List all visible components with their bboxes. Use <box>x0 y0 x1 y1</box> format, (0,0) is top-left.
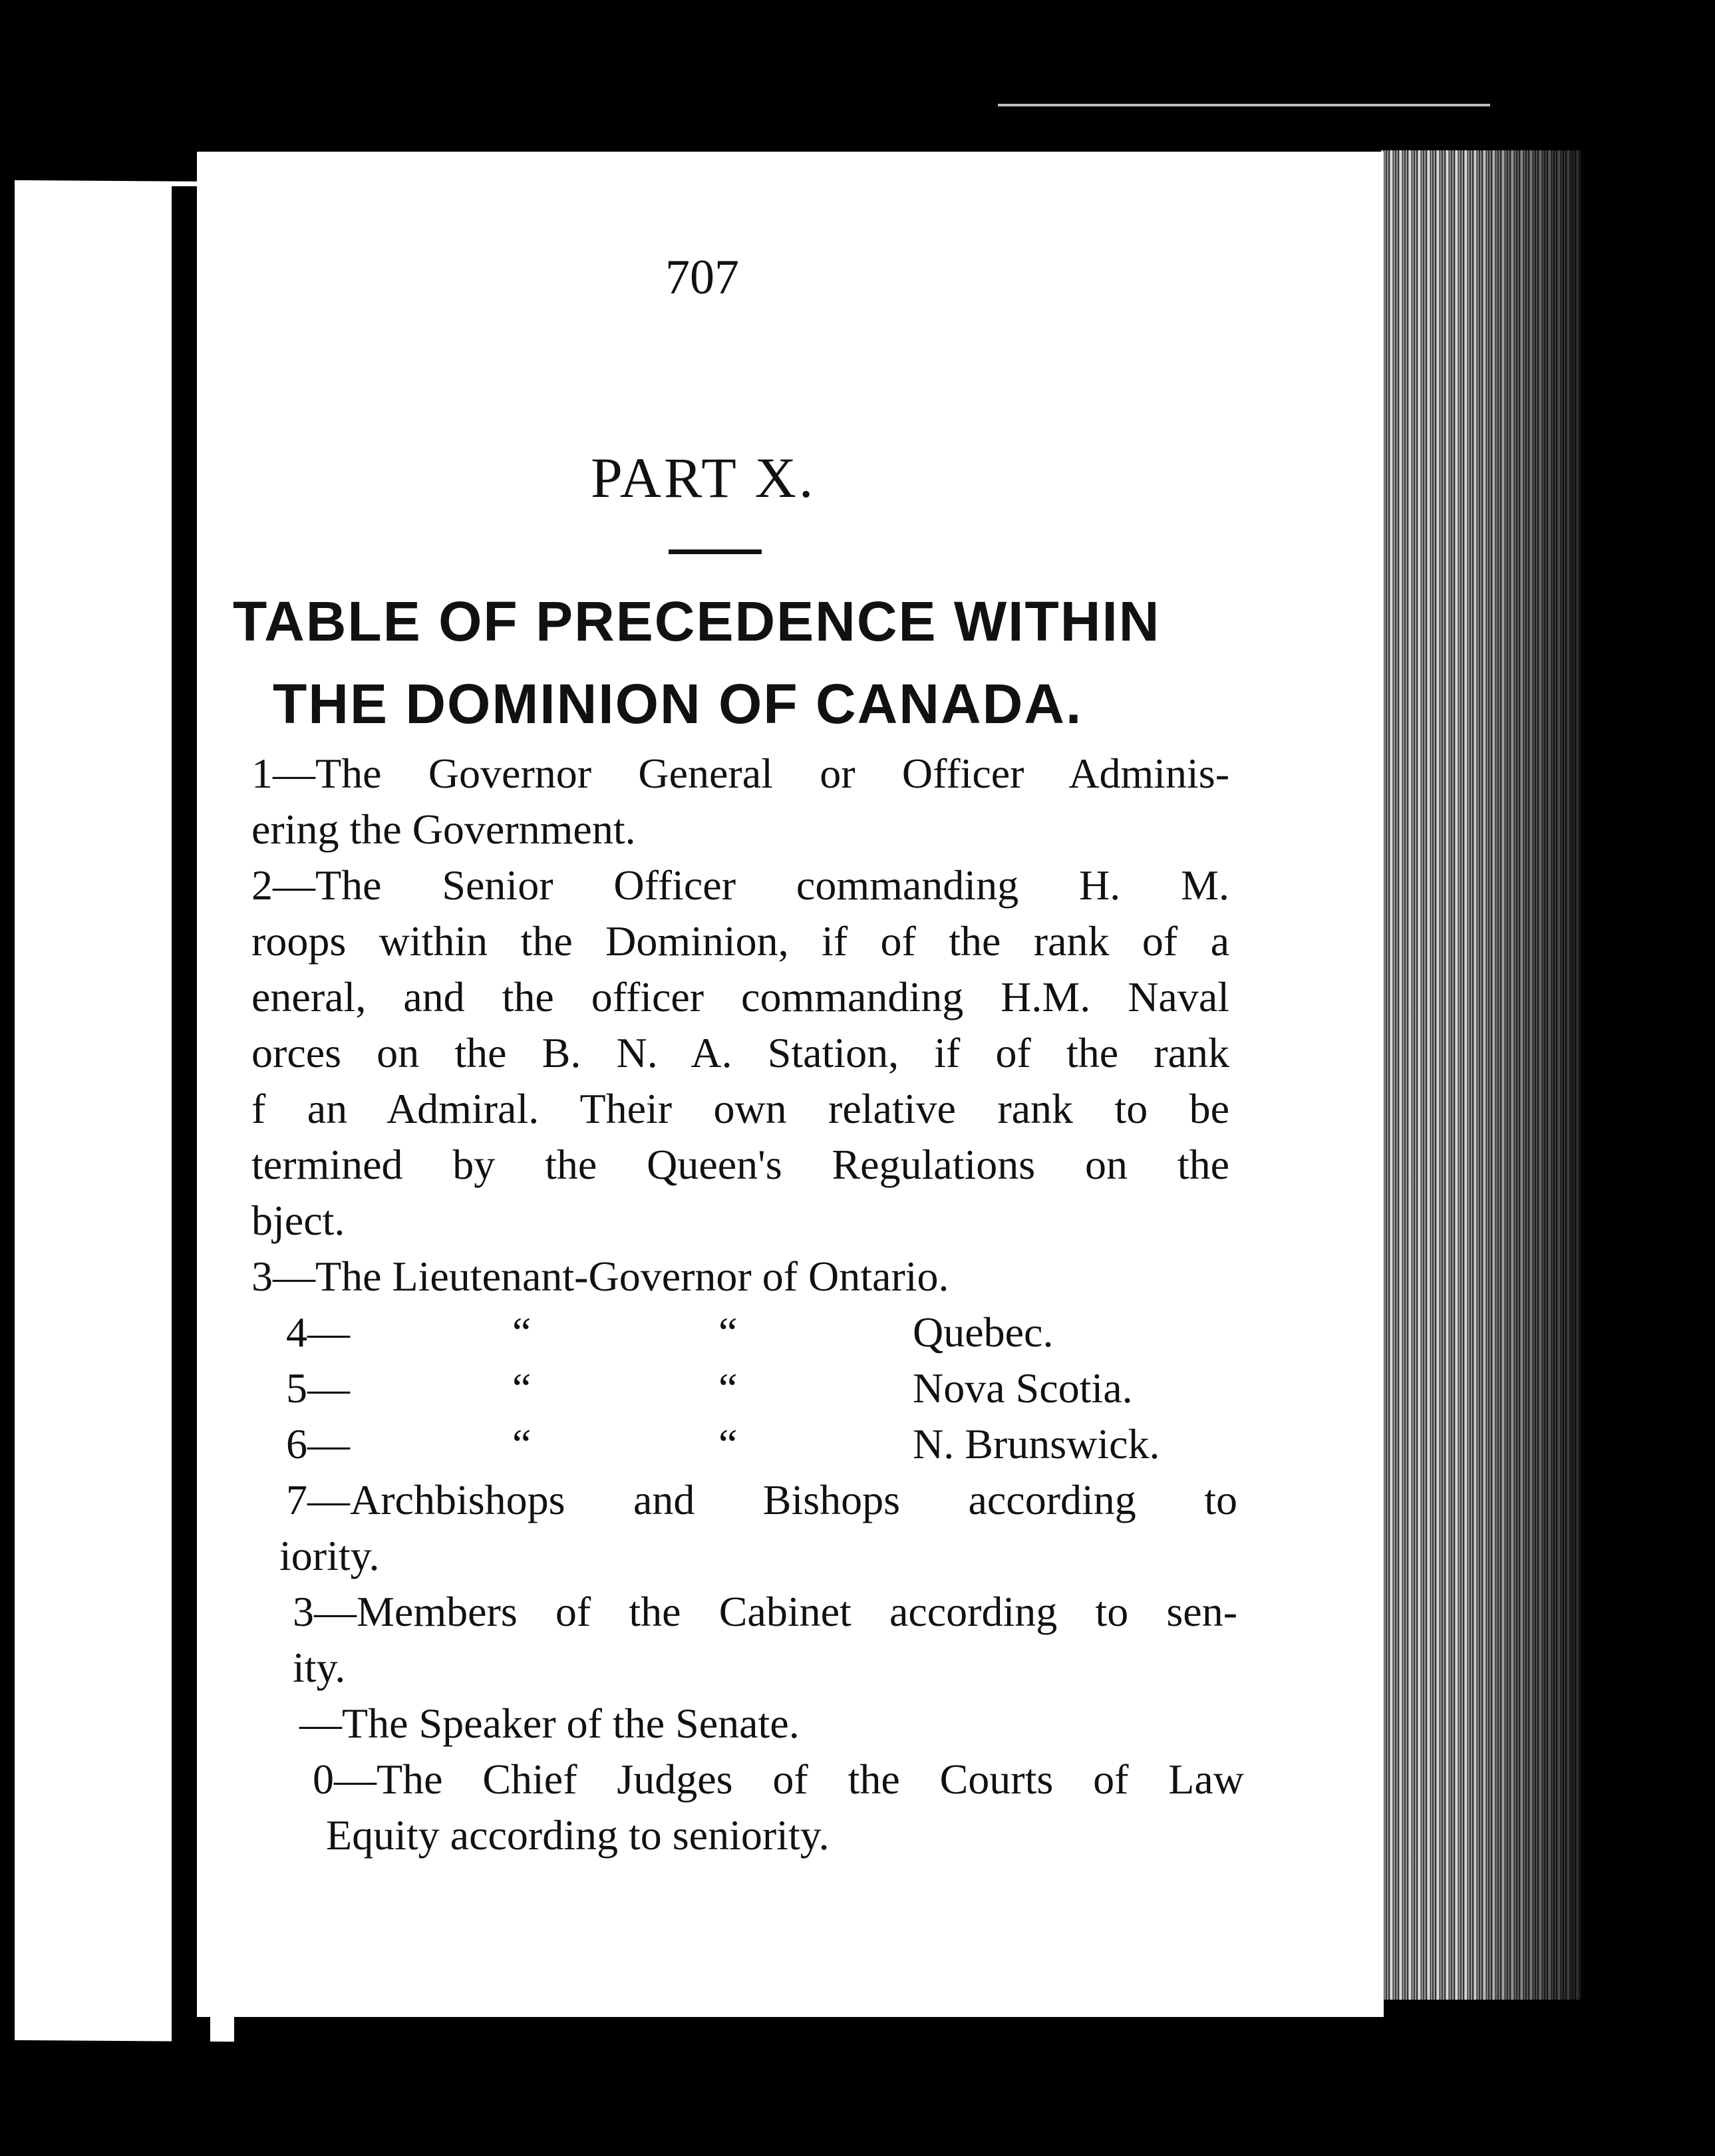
title-rule <box>669 549 762 554</box>
text-line: 2—The Senior Officer commanding H. M. <box>251 861 1229 909</box>
ditto-mark: “ <box>512 1309 532 1356</box>
row-number: 6— <box>286 1420 350 1467</box>
ditto-mark: “ <box>512 1364 532 1412</box>
text-line: orces on the B. N. A. Station, if of the rank <box>251 1029 1229 1076</box>
text-line: eneral, and the officer commanding H.M. Naval <box>251 973 1229 1020</box>
ditto-mark: “ <box>512 1420 532 1467</box>
province-name: Nova Scotia. <box>913 1364 1133 1412</box>
text-line: bject. <box>251 1197 345 1244</box>
ditto-mark: “ <box>718 1364 738 1412</box>
text-line: 1—The Governor General or Officer Adminis- <box>251 750 1229 797</box>
text-line: f an Admiral. Their own relative rank to be <box>251 1085 1229 1132</box>
page-block-shadow <box>1464 150 1610 2000</box>
text-line: 3—Members of the Cabinet according to sen- <box>293 1588 1237 1635</box>
text-line: ering the Government. <box>251 806 636 853</box>
row-number: 4— <box>286 1309 350 1356</box>
text-line: roops within the Dominion, if of the rank of a <box>251 917 1229 965</box>
text-line: 7—Archbishops and Bishops according to <box>286 1476 1237 1523</box>
text-line: 3—The Lieutenant-Governor of Ontario. <box>251 1253 949 1300</box>
row-number: 5— <box>286 1364 350 1412</box>
text-line: iority. <box>279 1532 380 1579</box>
province-name: Quebec. <box>913 1309 1054 1356</box>
province-name: N. Brunswick. <box>913 1420 1160 1467</box>
part-title: PART X. <box>591 446 816 510</box>
text-line: termined by the Queen's Regulations on the <box>251 1141 1229 1188</box>
text-line: ity. <box>293 1644 346 1691</box>
text-line: 0—The Chief Judges of the Courts of Law <box>313 1756 1244 1803</box>
ditto-mark: “ <box>718 1420 738 1467</box>
heading-line-2: THE DOMINION OF CANADA. <box>273 673 1083 735</box>
page-number: 707 <box>665 250 739 305</box>
ditto-mark: “ <box>718 1309 738 1356</box>
text-line: Equity according to seniority. <box>326 1811 830 1859</box>
text-line: —The Speaker of the Senate. <box>299 1700 800 1747</box>
scan-border-line <box>998 104 1490 106</box>
heading-line-1: TABLE OF PRECEDENCE WITHIN <box>233 590 1161 653</box>
